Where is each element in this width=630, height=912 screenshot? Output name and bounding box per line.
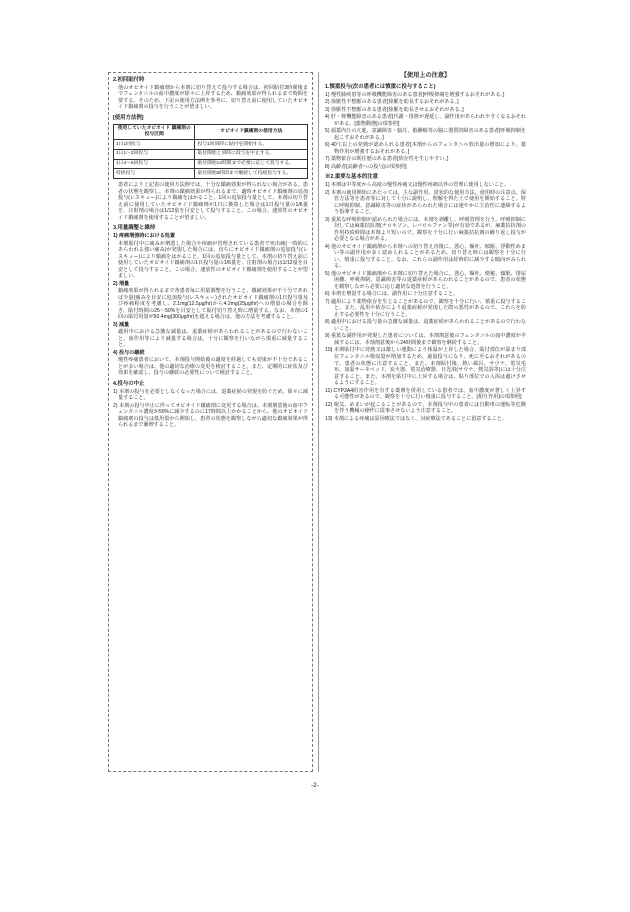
careful-administration-item: 4) 肝・腎機能障害のある患者[代謝・排泄が遅延し、副作用があらわれやすくなるおそれがある。[薬物動態]の項参照]: [325, 114, 526, 127]
subsection-body-dose-decrease: 適用中における急激な減量は、退薬症候があらわれることがあるので行わないこと。血作用等により減量する場合は、十分に観察を行いながら慎重に減量すること。: [118, 329, 308, 349]
section-heading-important-precautions: ※2.重要な基本的注意: [325, 174, 379, 181]
table-row: [114, 169, 308, 179]
cell-interval: 1日1回投与: [114, 140, 195, 150]
subsection-heading-dose-decrease: 3) 減量: [113, 321, 130, 328]
subsection-heading-pain-increase: 1) 疼痛増強時における処置: [113, 233, 175, 240]
important-precaution-item: 4) 他のオピオイド鎮痛剤から本剤への切り替え直後に、悪心、嘔吐、傾眠、浮動性めまい等の副作用が多く認められることがあるため、切り替え時には観察を十分に行い、慎重に投与すること。なお、これらの副作用は経時的に減少する傾向がみられる。: [325, 243, 526, 270]
discontinuation-item: 1) 本剤の投与を必要としなくなった場合には、退薬症候の発現を防ぐため、徐々に減量すること。: [113, 388, 308, 402]
careful-administration-item: 3) 徐脈性不整脈のある患者[徐脈を助長させるおそれがある。]: [325, 106, 464, 113]
cell-method: 投与1回同時に貼付を開始する。: [195, 140, 308, 150]
section-heading-discontinuation: 4.投与の中止: [113, 380, 145, 387]
careful-administration-item: 5) 頭蓋内圧の亢進、意識障害・脳圧、脳腫瘍等の脳に器質的障害のある患者[呼吸抑制を起こすおそれがある。]: [325, 128, 526, 141]
important-precaution-item: 6) 本剤を増量する場合には、副作用に十分注意すること。: [325, 291, 459, 298]
cell-method: 貼付開始と同時に投与を中止する。: [195, 149, 308, 159]
important-precaution-item: 7) 適用により薬物依存を生じることがあるので、観察を十分に行い、慎重に投与すること。また、乱用や依存により退薬症候が発現した際の悪性があるので、これらを防止する必要性を十分に行うこと。: [325, 298, 526, 318]
usage-example-table: [113, 124, 308, 180]
section-heading-dose-adjustment: 3.用量調整と維持: [113, 225, 156, 232]
important-precaution-item: 3) 重篤な呼吸抑制が認められた場合には、本剤を剥離し、呼吸管理を行う。呼吸抑制に対しては麻薬拮抗剤(ナロキソン、レバロルファン等)が有効であるが、麻薬拮抗剤の作用持続時間は本剤より短いので、観察を十分に行い麻薬拮抗剤の繰り返し投与が必要となる場合がある。: [325, 216, 526, 243]
subsection-body-dose-increase: 鎮痛効果が得られるまで各患者毎に用量調整を行うこと。鎮痛効果が不十分であれば少量(痛みを目安に追加投与(レスキュー)されたオピオイド鎮痛剤の1日投与量及び疼痛程度を考慮し、2.1mg(12.5μg/hr)から4.2mg(25μg/hr)への増量の場合を除き、貼付時間の25～50%を目安として貼付切り替え時に増量する。なお、本剤の1回の貼付用量が50.4mg(300μg/hr)を超える場合は、他の方法を考慮すること。: [118, 288, 308, 321]
important-precaution-item: 5) 他のオピオイド鎮痛剤から本剤に切り替えた場合に、悪心、嘔吐、便秘、傾眠、排尿困難、呼吸抑制、意識障害等の退薬症候があらわれることがあるので、患者の状態を観察しながら必要に応じ適切な処置を行うこと。: [325, 270, 526, 290]
cell-interval: 1日1～3回投与: [114, 149, 195, 159]
left-column: [108, 72, 313, 772]
column-header-dosing-interval: 使用していたオピオイド 鎮痛剤の投与区間: [114, 124, 195, 140]
important-precaution-item: 13) 本剤による疼痛は原因療法ではなく、対症療法であることに留意すること。: [325, 415, 507, 422]
section-heading-careful-administration: 1.慎重投与(次の患者には慎重に投与すること): [325, 83, 436, 90]
subsection-heading-continuation: 4) 投与の継続: [113, 349, 145, 356]
important-precaution-item: 10) 本剤貼付中に発熱又は激しい運動により体温が上昇した場合、貼付部位が温まり部位フェンタニル吸収量が増加するため、過量投与になり、死に至るおそれがあるので、患者の状態に注意すること。また、本剤貼付後、熱い風呂、サウナ、電気毛布、加温サーモベッド、炭火器、電気治療器、日光浴(サウナ、熱気浴等)には十分注意すること。また、本剤を貼付中に上昇する場合は、貼り部位での入浴は避けさせるようにすること。: [325, 347, 526, 387]
table-row: [114, 159, 308, 169]
subsection-heading-dose-increase: 2) 増量: [113, 280, 130, 287]
usage-example-note: 患者により上記表の使用方法例では、十分な鎮痛効果が得られない場合がある。患者の状態を観察し、本剤の鎮痛効果が得られるまで、適時オピオイド鎮痛剤の追加投与(レスキュー)により鎮痛をはかること。1回の追加投与量として、本剤の切り替え前に使用していたオピオイド鎮痛剤が1日に換算した場合は1日投与量の1/6量を、注射剤の場合は1/12量を目安として投与すること。この場合、速放性のオピオイド鎮痛剤を使用することが望ましい。: [118, 182, 308, 221]
important-precaution-item: 2) 本剤の使用開始にあたっては、主な副作用、貧状的な使用方法、使用時の注意点、保管方法等を患者等に対して十分に説明し、理解を得た上で使用を開始すること。特に呼吸抑制、意識障害等の症状があらわれた場合には速やかに主治医に連絡するよう指導すること。: [325, 189, 526, 216]
important-precaution-item: 11) CYP3A4阻害作用を有する薬剤を併用している患者では、血中濃度が著しく上昇する可能性があるので、観察を十分に行い慎重に投与すること。[相互作用]の項参照]: [325, 387, 526, 401]
subsection-body-pain-increase: 本剤貼付中に痛みが増悪した場合や疼痛が管理されている患者で突出痛(一時的にあらわれる強い痛み)が発現した場合には、直ちにオピオイド鎮痛剤の追加投与(レスキュー)により鎮痛をはかること。1回の追加投与量として、本剤の切り替え前に使用していたオピオイド鎮痛剤の1日投与量の1/6量を、注射剤の場合は1/12量を目安として投与すること。この場合、速放性のオピオイド鎮痛剤を使用することが望ましい。: [118, 240, 308, 280]
discontinuation-item: 2) 本剤の投与中止に伴ってオピオイド鎮痛剤に変更する場合は、本剤剤意後の血中フェンタニル濃度が50%に減少するのに17時間以上かかることから、他のオピオイド鎮痛剤の投与は低用量から開始し、患者の状態を観察しながら適切な鎮痛効果が得られるまで漸増すること。: [113, 402, 308, 429]
usage-example-heading: [使用方法例]: [113, 114, 144, 121]
careful-administration-item: 6) 40℃以上の発熱が認められる患者[本剤からのフェンタニル放出量の増加により、薬物作用が増強するおそれがある。]: [325, 142, 526, 155]
right-column: [323, 72, 528, 772]
important-precaution-item: 8) 適用中における投与量の急激な減量は、退薬症候があらわれることがあるので行わないこと。: [325, 319, 526, 332]
important-precaution-item: 12) 眠気、めまいが起こることがあるので、本剤投与中の患者には自動車の運転等危険を伴う機械の操作に従事させないよう注意すること。: [325, 401, 526, 415]
cell-method: 貼付開始6時間まで継続して持続投与する。: [195, 169, 308, 179]
precautions-title: 【使用上の注意】: [400, 72, 451, 79]
careful-administration-item: 1) 慢性肺疾患等の呼吸機能障害のある患者[呼吸抑制を増強するおそれがある。]: [325, 91, 505, 98]
page-columns: [108, 72, 528, 772]
section-heading-initial-application: 2.初回貼付時: [113, 77, 145, 83]
careful-administration-item: 7) 薬物依存の既往歴のある患者[依存性を生じやすい。]: [325, 156, 449, 163]
section-body-initial-application: 他のオピオイド鎮痛剤から本剤に切り替えて投与する場合は、初回貼付3時間後までフェンタニルの血中濃度が徐々に上昇するため、鎮痛効果が得られるまで時間を要する。そのため、下記の使用方法例を参考に、切り替え前に使用していたオピオイド鎮痛剤の投与を行うことが望ましい。: [118, 84, 308, 111]
cell-interval: 持続投与: [114, 169, 195, 179]
careful-administration-item: 2) 徐脈性不整脈のある患者[徐脈を助長するおそれがある。]: [325, 99, 459, 106]
important-precaution-item: 1) 本剤は中等度から高度の慢性疼痛又は慢性疼痛以外の管理に使用しないこと。: [325, 182, 510, 189]
cell-interval: 1日4～6回投与: [114, 159, 195, 169]
page-number: -2-: [311, 782, 319, 789]
careful-administration-item: 8) 高齢者[高齢者への投与]の項参照]: [325, 163, 407, 170]
table-row: [114, 149, 308, 159]
cell-method: 貼付開始12時間まで必要に応じて投与する。: [195, 159, 308, 169]
subsection-body-continuation: 慢性疼痛患者において、本剤投与開始後の適度を経過しても効果が不十分であることが多い場合は、他の適切な治療の変更を検討すること。また、定期的に症状及び効果を確認し、投与の継続の必要性について検討すること。: [118, 357, 308, 377]
column-header-usage-method: オピオイド鎮痛剤の使用方法: [195, 124, 308, 140]
important-precaution-item: 9) 重篤な副作用が発現した患者については、本剤剤意後のフェンタニルの血中濃度が半減するには、本剤剤意後から24時間後まで観察を継続すること。: [325, 333, 526, 346]
table-row: [114, 140, 308, 150]
table-header-row: [114, 124, 308, 140]
